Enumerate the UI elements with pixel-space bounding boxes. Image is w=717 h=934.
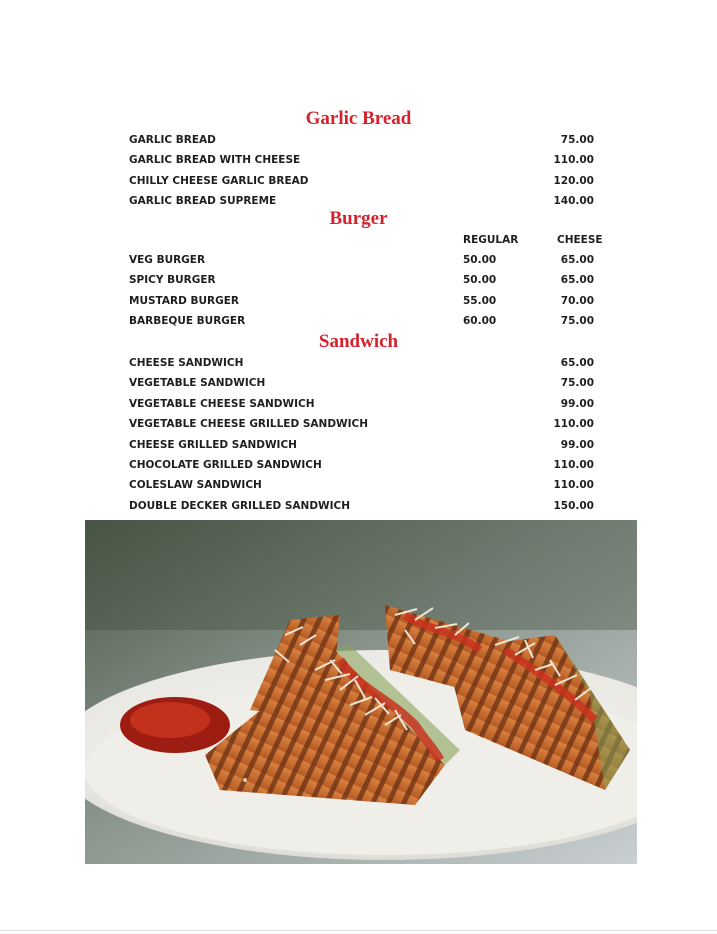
page-bottom-divider — [0, 930, 717, 931]
item-price-regular: 50.00 — [463, 274, 497, 286]
menu-item — [129, 314, 594, 328]
item-price: 110.00 — [553, 459, 594, 471]
menu-item — [129, 417, 594, 431]
item-price-cheese: 70.00 — [560, 295, 594, 307]
item-name: GARLIC BREAD WITH CHEESE — [129, 154, 301, 166]
menu-item — [129, 478, 594, 492]
item-name: CHEESE SANDWICH — [129, 357, 244, 369]
item-name: SPICY BURGER — [129, 274, 216, 286]
menu-item — [129, 174, 594, 188]
section-title-burger: Burger — [329, 208, 388, 229]
item-price: 110.00 — [553, 479, 594, 491]
item-price: 140.00 — [553, 195, 594, 207]
item-price-regular: 55.00 — [463, 295, 497, 307]
item-name: VEGETABLE CHEESE GRILLED SANDWICH — [129, 418, 369, 430]
menu-item — [129, 458, 594, 472]
menu-item — [129, 294, 594, 308]
menu-item — [129, 438, 594, 452]
item-name: VEGETABLE CHEESE SANDWICH — [129, 398, 315, 410]
sandwich-illustration — [85, 520, 637, 864]
item-name: BARBEQUE BURGER — [129, 315, 246, 327]
item-price-cheese: 65.00 — [560, 254, 594, 266]
menu-item — [129, 376, 594, 390]
item-name: VEG BURGER — [129, 254, 206, 266]
item-name: MUSTARD BURGER — [129, 295, 239, 307]
section-title-garlic-bread: Garlic Bread — [305, 108, 412, 129]
item-name: CHOCOLATE GRILLED SANDWICH — [129, 459, 322, 471]
item-name: GARLIC BREAD — [129, 134, 216, 146]
item-price: 150.00 — [553, 500, 594, 512]
menu-item — [129, 397, 594, 411]
item-name: COLESLAW SANDWICH — [129, 479, 262, 491]
item-price: 99.00 — [560, 398, 594, 410]
item-price-regular: 50.00 — [463, 254, 497, 266]
menu-item — [129, 356, 594, 370]
column-header-cheese: CHEESE — [557, 234, 603, 246]
item-price: 65.00 — [560, 357, 594, 369]
column-header-regular: REGULAR — [463, 234, 519, 246]
item-name: VEGETABLE SANDWICH — [129, 377, 266, 389]
item-name: CHEESE GRILLED SANDWICH — [129, 439, 297, 451]
item-price: 99.00 — [560, 439, 594, 451]
item-price: 110.00 — [553, 154, 594, 166]
menu-item — [129, 133, 594, 147]
menu-item — [129, 194, 594, 208]
item-price: 75.00 — [560, 134, 594, 146]
item-price: 120.00 — [553, 175, 594, 187]
item-name: GARLIC BREAD SUPREME — [129, 195, 277, 207]
menu-item — [129, 499, 594, 513]
section-title-sandwich: Sandwich — [318, 331, 399, 352]
grilled-sandwich-photo — [85, 520, 637, 864]
menu-item — [129, 153, 594, 167]
item-price: 75.00 — [560, 377, 594, 389]
item-name: CHILLY CHEESE GARLIC BREAD — [129, 175, 309, 187]
item-price-cheese: 75.00 — [560, 315, 594, 327]
item-name: DOUBLE DECKER GRILLED SANDWICH — [129, 500, 351, 512]
menu-item — [129, 253, 594, 267]
menu-item — [129, 273, 594, 287]
item-price: 110.00 — [553, 418, 594, 430]
item-price-cheese: 65.00 — [560, 274, 594, 286]
item-price-regular: 60.00 — [463, 315, 497, 327]
